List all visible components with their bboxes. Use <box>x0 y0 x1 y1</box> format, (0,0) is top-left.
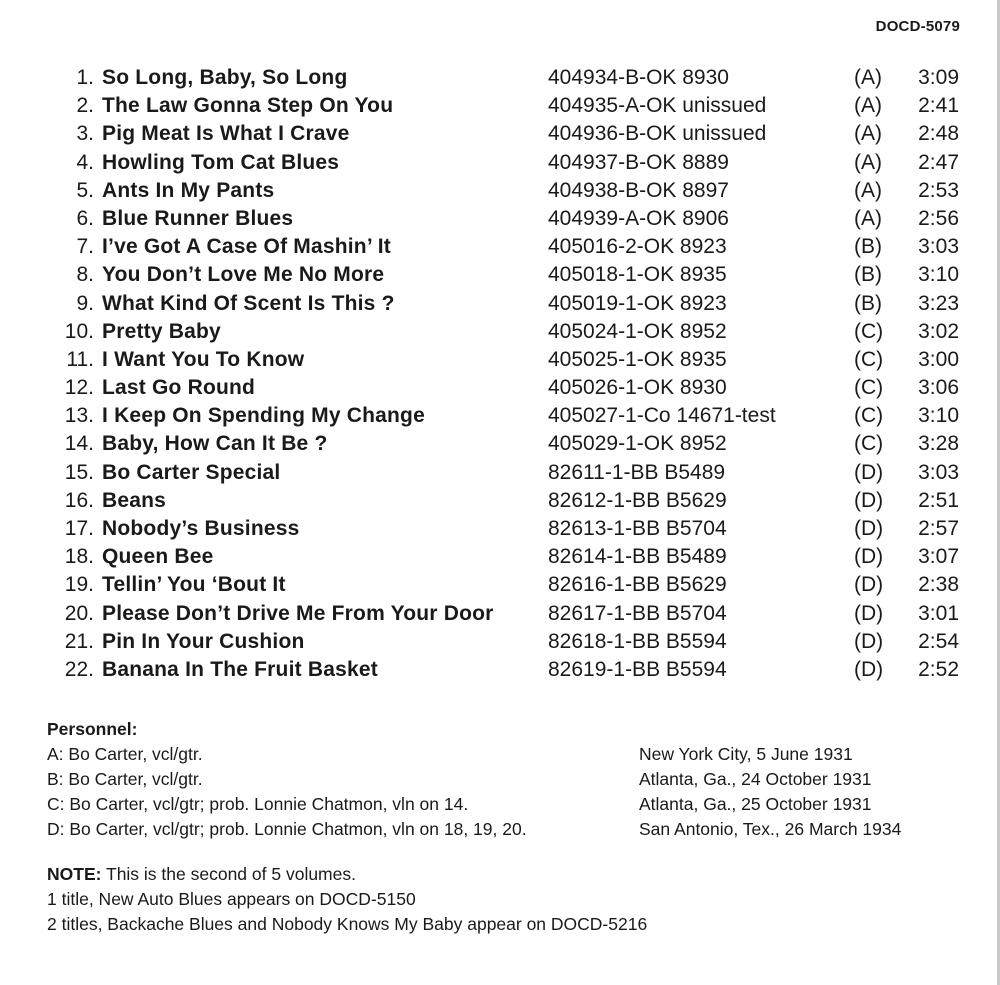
track-title: The Law Gonna Step On You <box>102 94 394 118</box>
track-matrix: 405029-1-OK 8952 <box>548 432 727 456</box>
track-row <box>0 120 1000 148</box>
track-matrix: 404936-B-OK unissued <box>548 122 767 146</box>
track-session: (C) <box>854 376 884 400</box>
track-title: I Keep On Spending My Change <box>102 404 425 428</box>
track-matrix: 82611-1-BB B5489 <box>548 460 726 484</box>
track-session: (D) <box>854 545 884 569</box>
track-row <box>0 600 1000 628</box>
track-matrix: 82614-1-BB B5489 <box>548 545 727 569</box>
personnel-heading: Personnel: <box>47 719 138 739</box>
personnel-section <box>47 717 967 842</box>
track-duration: 3:28 <box>918 432 959 456</box>
track-title: Ants In My Pants <box>102 178 275 202</box>
track-session: (C) <box>854 319 884 343</box>
track-row <box>0 402 1000 430</box>
track-matrix: 405027-1-Co 14671-test <box>548 404 776 428</box>
track-number: 11. <box>66 347 94 371</box>
track-session: (D) <box>854 657 884 681</box>
track-row <box>0 233 1000 261</box>
track-number: 17. <box>64 517 94 540</box>
track-matrix: 405025-1-OK 8935 <box>548 347 727 371</box>
track-title: Howling Tom Cat Blues <box>102 150 340 174</box>
track-duration: 3:03 <box>918 235 959 259</box>
personnel-lineup: B: Bo Carter, vcl/gtr. <box>47 769 203 789</box>
track-title: I Want You To Know <box>102 347 305 371</box>
track-matrix: 404939-A-OK 8906 <box>548 206 729 230</box>
track-row <box>0 64 1000 92</box>
track-duration: 3:00 <box>918 347 959 371</box>
track-number: 3. <box>76 122 94 146</box>
track-session: (A) <box>854 178 882 202</box>
track-duration: 3:10 <box>918 263 959 287</box>
track-matrix: 404934-B-OK 8930 <box>548 66 729 89</box>
track-duration: 3:01 <box>918 601 959 625</box>
track-duration: 3:06 <box>918 376 959 400</box>
track-title: Bo Carter Special <box>102 460 281 484</box>
personnel-location: San Antonio, Tex., 26 March 1934 <box>639 819 902 839</box>
track-row <box>0 515 1000 543</box>
track-duration: 2:38 <box>918 573 959 597</box>
track-title: Pretty Baby <box>102 319 221 343</box>
track-session: (A) <box>854 150 882 174</box>
track-row <box>0 628 1000 656</box>
track-title: So Long, Baby, So Long <box>102 66 348 89</box>
track-number: 21. <box>64 629 94 653</box>
track-matrix: 405016-2-OK 8923 <box>548 235 727 259</box>
track-row <box>0 346 1000 374</box>
track-list <box>0 64 1000 684</box>
catalog-number: DOCD-5079 <box>875 18 960 35</box>
track-matrix: 405024-1-OK 8952 <box>548 319 727 343</box>
track-number: 6. <box>76 206 94 230</box>
track-row <box>0 290 1000 318</box>
track-row <box>0 430 1000 458</box>
track-row <box>0 459 1000 487</box>
personnel-lineup: D: Bo Carter, vcl/gtr; prob. Lonnie Chatmon, vln on 18, 19, 20. <box>47 819 527 839</box>
track-duration: 2:56 <box>918 206 959 230</box>
track-session: (A) <box>854 66 882 89</box>
track-title: Please Don’t Drive Me From Your Door <box>102 601 494 625</box>
track-title: Queen Bee <box>102 545 214 569</box>
track-matrix: 404935-A-OK unissued <box>548 94 767 118</box>
track-number: 12. <box>64 376 94 400</box>
track-number: 20. <box>64 601 94 625</box>
track-session: (D) <box>854 488 884 512</box>
track-number: 2. <box>76 94 94 118</box>
track-row <box>0 656 1000 684</box>
track-number: 13. <box>64 404 94 428</box>
track-number: 5. <box>76 178 94 202</box>
track-session: (C) <box>854 432 884 456</box>
track-session: (D) <box>854 573 884 597</box>
track-matrix: 405026-1-OK 8930 <box>548 376 727 400</box>
track-session: (A) <box>854 94 882 118</box>
track-session: (B) <box>854 235 882 259</box>
track-session: (C) <box>854 404 884 428</box>
track-number: 18. <box>64 545 94 569</box>
track-session: (D) <box>854 601 884 625</box>
personnel-lineup: C: Bo Carter, vcl/gtr; prob. Lonnie Chatmon, vln on 14. <box>47 794 469 814</box>
track-number: 22. <box>64 657 94 681</box>
track-row <box>0 92 1000 120</box>
personnel-row <box>47 817 967 842</box>
track-row <box>0 205 1000 233</box>
track-title: Banana In The Fruit Basket <box>102 657 378 681</box>
track-duration: 3:23 <box>918 291 959 315</box>
track-number: 19. <box>64 573 94 597</box>
track-row <box>0 261 1000 289</box>
track-matrix: 404937-B-OK 8889 <box>548 150 729 174</box>
track-session: (A) <box>854 122 882 146</box>
track-row <box>0 571 1000 599</box>
track-number: 16. <box>64 488 94 512</box>
track-session: (A) <box>854 206 882 230</box>
track-matrix: 405019-1-OK 8923 <box>548 291 727 315</box>
track-title: Pig Meat Is What I Crave <box>102 122 350 146</box>
track-title: Blue Runner Blues <box>102 206 294 230</box>
track-duration: 2:57 <box>918 517 959 540</box>
track-duration: 2:52 <box>918 657 959 681</box>
track-number: 8. <box>76 263 94 287</box>
track-session: (B) <box>854 263 882 287</box>
track-duration: 2:54 <box>918 629 959 653</box>
track-row <box>0 318 1000 346</box>
track-row <box>0 543 1000 571</box>
track-duration: 2:48 <box>918 122 959 146</box>
track-matrix: 405018-1-OK 8935 <box>548 263 727 287</box>
track-matrix: 82616-1-BB B5629 <box>548 573 727 597</box>
track-duration: 3:03 <box>918 460 959 484</box>
track-title: Beans <box>102 488 167 512</box>
track-duration: 2:51 <box>918 488 959 512</box>
track-title: What Kind Of Scent Is This ? <box>102 291 395 315</box>
track-matrix: 82617-1-BB B5704 <box>548 601 727 625</box>
note-text: This is the second of 5 volumes. <box>101 864 356 884</box>
personnel-location: New York City, 5 June 1931 <box>639 744 853 764</box>
note-line: 1 title, New Auto Blues appears on DOCD-5150 <box>47 889 416 909</box>
track-title: Last Go Round <box>102 376 256 400</box>
personnel-row <box>47 792 967 817</box>
track-matrix: 82619-1-BB B5594 <box>548 657 727 681</box>
track-matrix: 82612-1-BB B5629 <box>548 488 727 512</box>
personnel-row <box>47 767 967 792</box>
note-label: NOTE: <box>47 864 102 884</box>
track-title: Tellin’ You ‘Bout It <box>102 573 286 597</box>
track-matrix: 404938-B-OK 8897 <box>548 178 729 202</box>
track-title: Nobody’s Business <box>102 517 300 540</box>
track-row <box>0 374 1000 402</box>
personnel-row <box>47 742 967 767</box>
track-row <box>0 487 1000 515</box>
track-session: (D) <box>854 460 884 484</box>
track-session: (D) <box>854 629 884 653</box>
note-intro <box>47 862 647 887</box>
track-duration: 3:09 <box>918 66 959 89</box>
personnel-lineup: A: Bo Carter, vcl/gtr. <box>47 744 203 764</box>
track-number: 9. <box>76 291 94 315</box>
track-title: I’ve Got A Case Of Mashin’ It <box>102 235 391 259</box>
track-duration: 2:47 <box>918 150 959 174</box>
track-number: 15. <box>64 460 94 484</box>
track-session: (D) <box>854 517 884 540</box>
personnel-location: Atlanta, Ga., 24 October 1931 <box>639 769 872 789</box>
track-number: 10. <box>64 319 94 343</box>
track-duration: 3:02 <box>918 319 959 343</box>
track-duration: 2:53 <box>918 178 959 202</box>
note-section <box>47 862 647 937</box>
track-title: Baby, How Can It Be ? <box>102 432 328 456</box>
track-row <box>0 177 1000 205</box>
track-number: 1. <box>76 66 94 89</box>
track-session: (B) <box>854 291 882 315</box>
track-number: 4. <box>76 150 94 174</box>
track-duration: 3:10 <box>918 404 959 428</box>
note-line: 2 titles, Backache Blues and Nobody Knows My Baby appear on DOCD-5216 <box>47 914 648 934</box>
track-session: (C) <box>854 347 884 371</box>
track-row <box>0 149 1000 177</box>
personnel-location: Atlanta, Ga., 25 October 1931 <box>639 794 872 814</box>
track-title: Pin In Your Cushion <box>102 629 305 653</box>
track-duration: 3:07 <box>918 545 959 569</box>
track-number: 7. <box>76 235 94 259</box>
track-number: 14. <box>64 432 94 456</box>
track-title: You Don’t Love Me No More <box>102 263 385 287</box>
track-duration: 2:41 <box>918 94 959 118</box>
track-matrix: 82618-1-BB B5594 <box>548 629 727 653</box>
track-matrix: 82613-1-BB B5704 <box>548 517 727 540</box>
